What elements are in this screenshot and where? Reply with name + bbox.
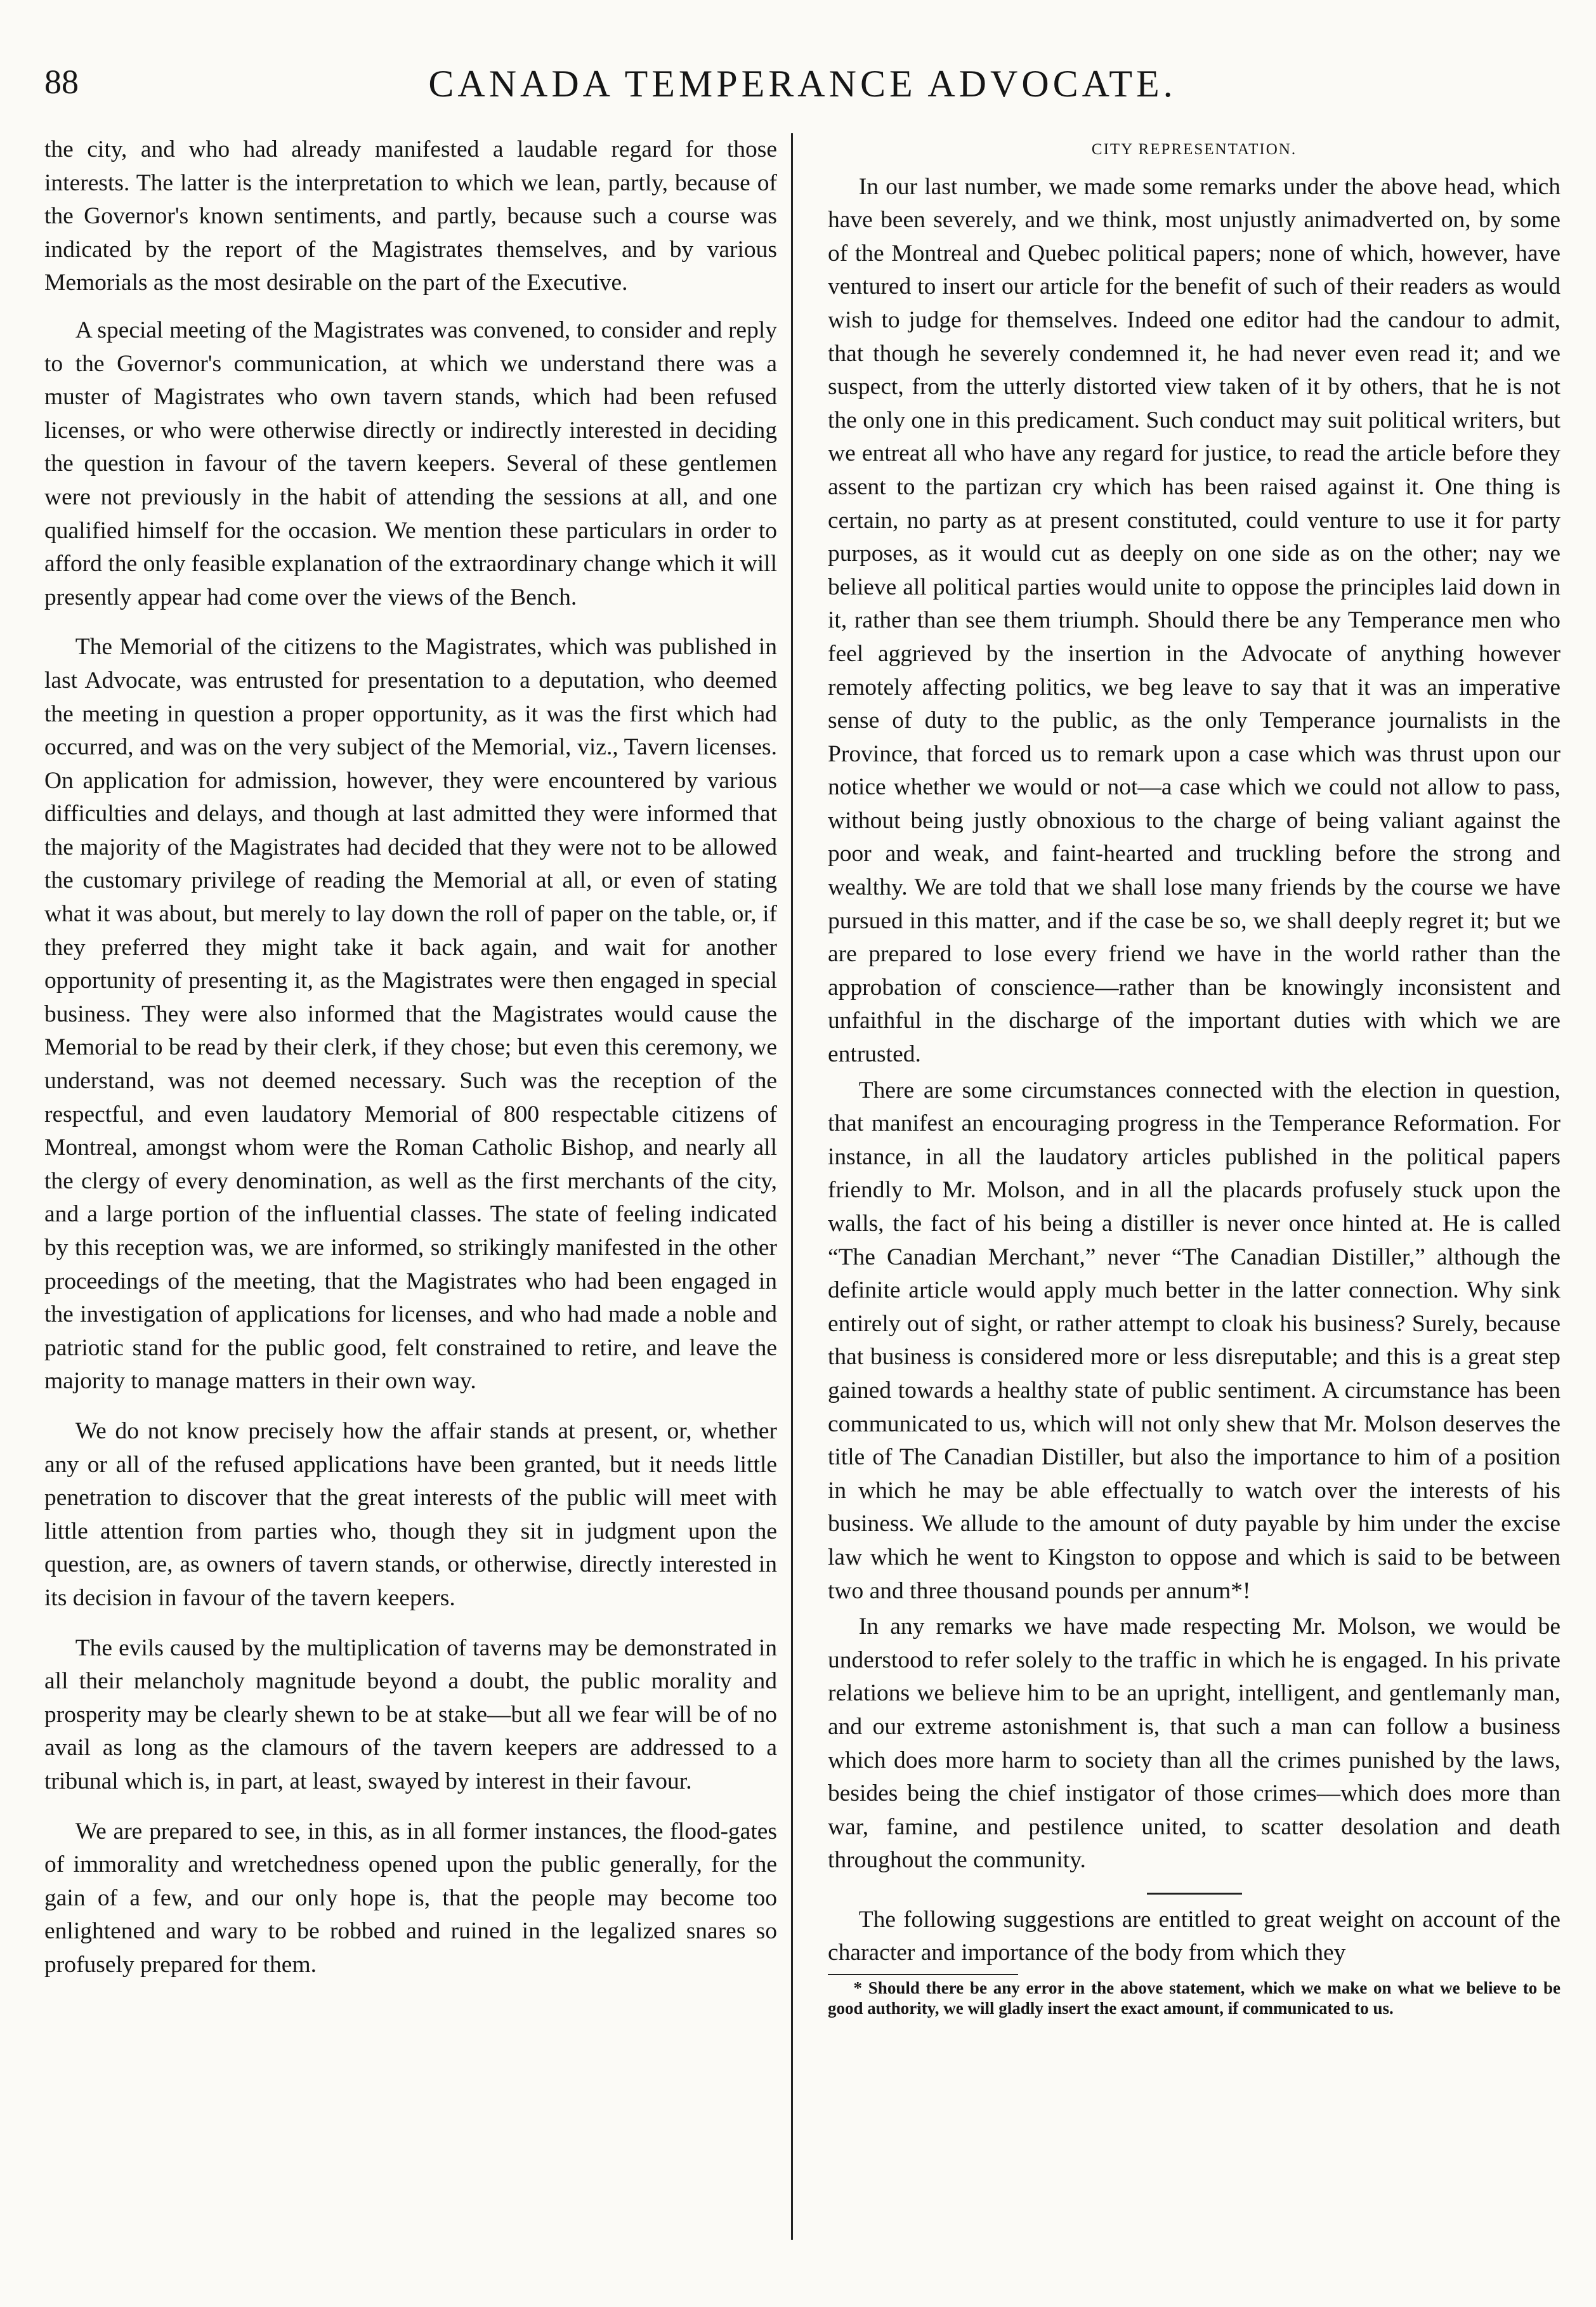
right-paragraph-3: In any remarks we have made respecting Mr. Molson, we would be understood to refer solely to the traffic in which he is engaged. In his private relations we believe him to be an upright, intelligent, and gentlemanly man, and our extreme astonishment is, that such a man can follow a business which does more harm to society than all the crimes punished by the laws, besides being the chief instigator of those crimes—which does more than war, famine, and pestilence united, to scatter desolation and death throughout the community. — [828, 1614, 1560, 1874]
left-paragraph-6: We are prepared to see, in this, as in all former instances, the flood-gates of immorality and wretchedness opened upon the public generally, for the gain of a few, and our only hope is, that the people may become too enlightened and wary to be robbed and ruined in the legalized snares so profusely prepared for them. — [44, 1818, 777, 1978]
page-number: 88 — [44, 63, 79, 101]
right-paragraph-1: In our last number, we made some remarks under the above head, which have been severely, and we think, most unjustly animadverted on, by some of the Montreal and Quebec political papers; none of which, however, have ventured to insert our article for the benefit of such of their readers as would wish to judge for themselves. Indeed one editor had the candour to admit, that though he severely condemned it, he had never even read it; and we suspect, from the utterly distorted view taken of it by others, that he is not the only one in this predicament. Such conduct may suit political writers, but we entreat all who have any regard for justice, to read the article before they assent to the partizan cry which has been raised against it. One thing is certain, no party as at present constituted, could venture to use it for party purposes, as it would cut as deeply on one side as on the other; nay we believe all political parties would unite to oppose the principles laid down in it, rather than see them triumph. Should there be any Temperance men who feel aggrieved by the insertion in the Advocate of anything however remotely affecting politics, we beg leave to say that it was an imperative sense of duty to the public, as the only Temperance journalists in the Province, that forced us to remark upon a case which was thrust upon our notice whether we would or not—a case which we could not allow to pass, without being justly obnoxious to the charge of being valiant against the poor and weak, and faint-hearted and truckling before the strong and wealthy. We are told that we shall lose many friends by the course we have pursued in this matter, and if the case be so, we shall deeply regret it; but we are prepared to lose every friend we have in the world rather than the approbation of conscience—rather than be knowingly inconsistent and unfaithful in the discharge of the important duties with which we are entrusted. — [828, 173, 1560, 1068]
masthead-title: CANADA TEMPERANCE ADVOCATE. — [428, 63, 1177, 105]
column-divider — [791, 133, 793, 2240]
left-paragraph-5: The evils caused by the multiplication of taverns may be demonstrated in all their melancholy magnitude beyond a doubt, the public morality and prosperity may be clearly shewn to be at stake—but all we fear will be of no avail as long as the clamours of the tavern keepers are addressed to a tribunal which is, in part, at least, swayed by interest in their favour. — [44, 1634, 777, 1794]
left-paragraph-4: We do not know precisely how the affair stands at present, or, whether any or all of the refused applications have been granted, but it needs little penetration to discover that the great interests of the public will meet with little attention from parties who, though they sit in judgment upon the question, are, as owners of tavern stands, or otherwise, directly interested in its decision in favour of the tavern keepers. — [44, 1417, 777, 1611]
section-title: CITY REPRESENTATION. — [1091, 141, 1297, 158]
section-divider — [1147, 1893, 1242, 1895]
right-paragraph-2: There are some circumstances connected with the election in question, that manifest an encouraging progress in the Temperance Reformation. For instance, in all the laudatory articles published in the political papers friendly to Mr. Molson, and in all the placards profusely stuck upon the walls, the fact of his being a distiller is never once hinted at. He is called “The Canadian Merchant,” never “The Canadian Distiller,” although the definite article would apply much better in the latter connection. Why sink entirely out of sight, or rather attempt to cloak his business? Surely, because that business is considered more or less disreputable; and this is a great step gained towards a healthy state of public sentiment. A circumstance has been communicated to us, which will not only shew that Mr. Molson deserves the title of The Canadian Distiller, but also the importance to him of a position in which he may be able effectually to watch over the interests of his business. We allude to the amount of duty payable by him under the excise law which he went to Kingston to oppose and which is said to be between two and three thousand pounds per annum*! — [828, 1077, 1560, 1604]
footnote: * Should there be any error in the above statement, which we make on what we believe to be good authority, we will gladly insert the exact amount, if communicated to us. — [828, 1978, 1560, 2018]
right-column — [828, 133, 1560, 2018]
footnote-rule — [828, 1974, 1018, 1975]
left-paragraph-1: the city, and who had already manifested a laudable regard for those interests. The latter is the interpretation to which we lean, partly, because of the Governor's known sentiments, and partly, because such a course was indicated by the report of the Magistrates themselves, and by various Memorials as the most desirable on the part of the Executive. — [44, 136, 777, 296]
left-paragraph-2: A special meeting of the Magistrates was convened, to consider and reply to the Governor's communication, at which we understand there was a muster of Magistrates who own tavern stands, which had been refused licenses, or who were otherwise directly or indirectly interested in deciding the question in favour of the tavern keepers. Several of these gentlemen were not previously in the habit of attending the sessions at all, and one qualified himself for the occasion. We mention these particulars in order to afford the only feasible explanation of the extraordinary change which it will presently appear had come over the views of the Bench. — [44, 317, 777, 610]
left-paragraph-3: The Memorial of the citizens to the Magistrates, which was published in last Advocate, was entrusted for presentation to a deputation, who deemed the meeting in question a proper opportunity, as it was the first which had occurred, and was on the very subject of the Memorial, viz., Tavern licenses. On application for admission, however, they were encountered by various difficulties and delays, and though at last admitted they were informed that the majority of the Magistrates had decided that they were not to be allowed the customary privilege of reading the Memorial at all, or even of stating what it was about, but merely to lay down the roll of paper on the table, or, if they preferred they might take it back again, and wait for another opportunity of presenting it, as the Magistrates were then engaged in special business. They were also informed that the Magistrates would cause the Memorial to be read by their clerk, if they chose; but even this ceremony, we understand, was not deemed necessary. Such was the reception of the respectful, and even laudatory Memorial of 800 respectable citizens of Montreal, amongst whom were the Roman Catholic Bishop, and nearly all the clergy of every denomination, as well as the first merchants of the city, and a large portion of the influential classes. The state of feeling indicated by this reception was, we are informed, so strikingly manifested in the other proceedings of the meeting, that the Magistrates who had been engaged in the investigation of applications for licenses, and who had made a noble and patriotic stand for the public good, felt constrained to retire, and leave the majority to manage matters in their own way. — [44, 634, 777, 1395]
page-header — [44, 62, 1560, 113]
left-column — [44, 133, 777, 1998]
right-paragraph-4: The following suggestions are entitled to great weight on account of the character and importance of the body from which they — [828, 1906, 1560, 1966]
